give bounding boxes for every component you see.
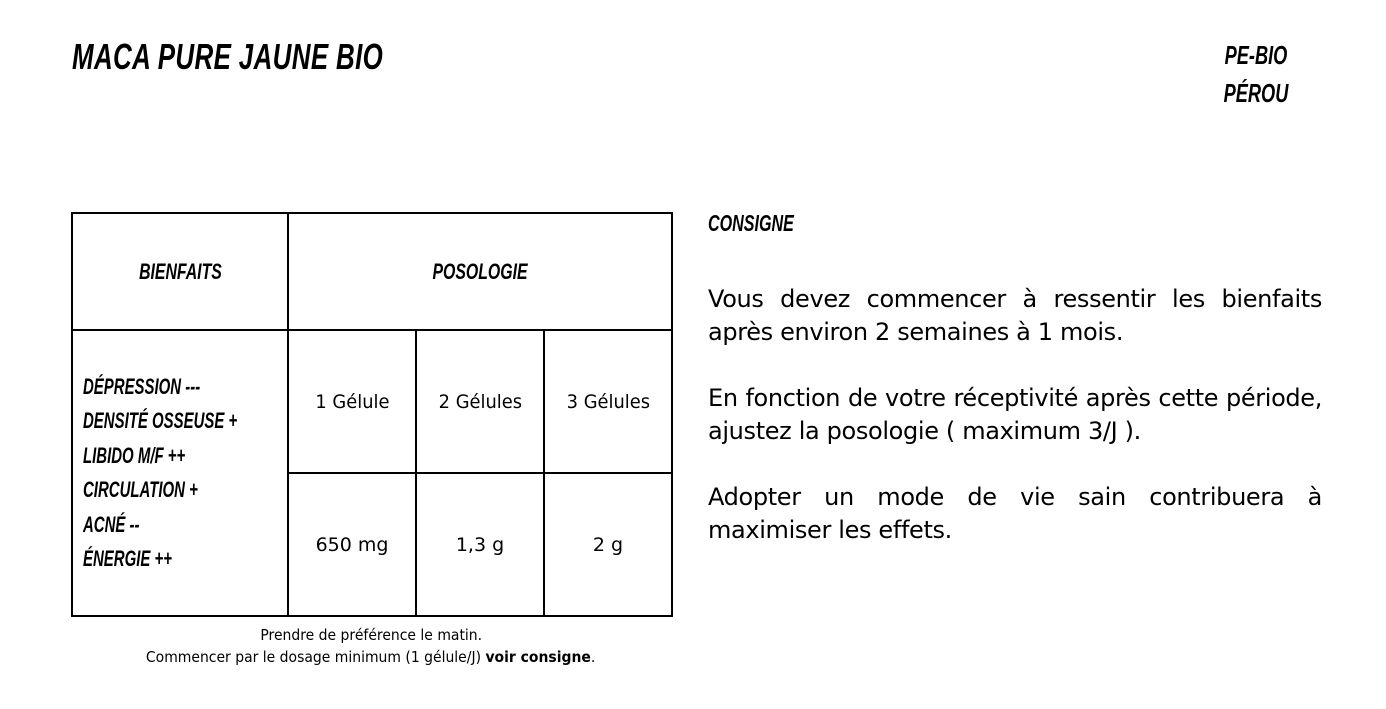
dosage-header-cell <box>288 213 672 330</box>
capsule-cell <box>416 330 544 473</box>
note-period: . <box>591 648 596 666</box>
amount-value: 650 mg <box>315 533 389 556</box>
table-header-row <box>72 213 672 330</box>
table-row-capsules <box>72 330 672 473</box>
benefits-header: BIENFAITS <box>138 258 222 284</box>
amount-value: 1,3 g <box>455 533 505 556</box>
note-dosage-wrapper <box>146 646 595 668</box>
instructions-heading: CONSIGNE <box>708 210 794 236</box>
instructions-section <box>708 206 1322 547</box>
capsule-cell <box>288 330 416 473</box>
instruction-paragraph: En fonction de votre réceptivité après cette période, ajustez la posologie ( maximum 3/J ). <box>708 384 1322 445</box>
benefit-item: DÉPRESSION --- <box>83 373 201 399</box>
see-instructions-link[interactable]: voir consigne <box>485 648 592 666</box>
benefits-list <box>83 370 287 577</box>
benefit-item: CIRCULATION + <box>83 477 198 502</box>
instruction-paragraph: Adopter un mode de vie sain contribuera à maximiser les effets. <box>708 483 1322 544</box>
capsule-count: 1 Gélule <box>314 390 390 413</box>
note-line-1 <box>71 624 671 646</box>
amount-cell <box>544 473 672 616</box>
origin-code: PE-BIO <box>1224 40 1288 70</box>
note-morning: Prendre de préférence le matin. <box>260 626 482 644</box>
instruction-paragraph: Vous devez commencer à ressentir les bienfaits après environ 2 semaines à 1 mois. <box>708 285 1322 346</box>
product-title: MACA PURE JAUNE BIO <box>72 36 384 77</box>
note-line-2 <box>71 646 671 668</box>
amount-cell <box>288 473 416 616</box>
capsule-cell <box>544 330 672 473</box>
benefits-cell <box>72 330 288 616</box>
origin-country: PÉROU <box>1223 78 1289 108</box>
note-dosage: Commencer par le dosage minimum (1 gélule/J) <box>146 648 486 666</box>
benefit-item: DENSITÉ OSSEUSE + <box>83 408 238 433</box>
dosage-header: POSOLOGIE <box>432 258 528 284</box>
benefit-item: LIBIDO M/F ++ <box>83 442 186 468</box>
capsule-count: 2 Gélules <box>438 390 522 413</box>
amount-cell <box>416 473 544 616</box>
benefits-header-cell <box>72 213 288 330</box>
capsule-count: 3 Gélules <box>566 390 650 413</box>
origin-block <box>1196 36 1316 112</box>
benefit-item: ÉNERGIE ++ <box>83 546 172 571</box>
benefit-item: ACNÉ -- <box>83 511 140 537</box>
dosage-table <box>71 212 673 617</box>
table-note <box>71 624 671 668</box>
amount-value: 2 g <box>592 533 624 556</box>
